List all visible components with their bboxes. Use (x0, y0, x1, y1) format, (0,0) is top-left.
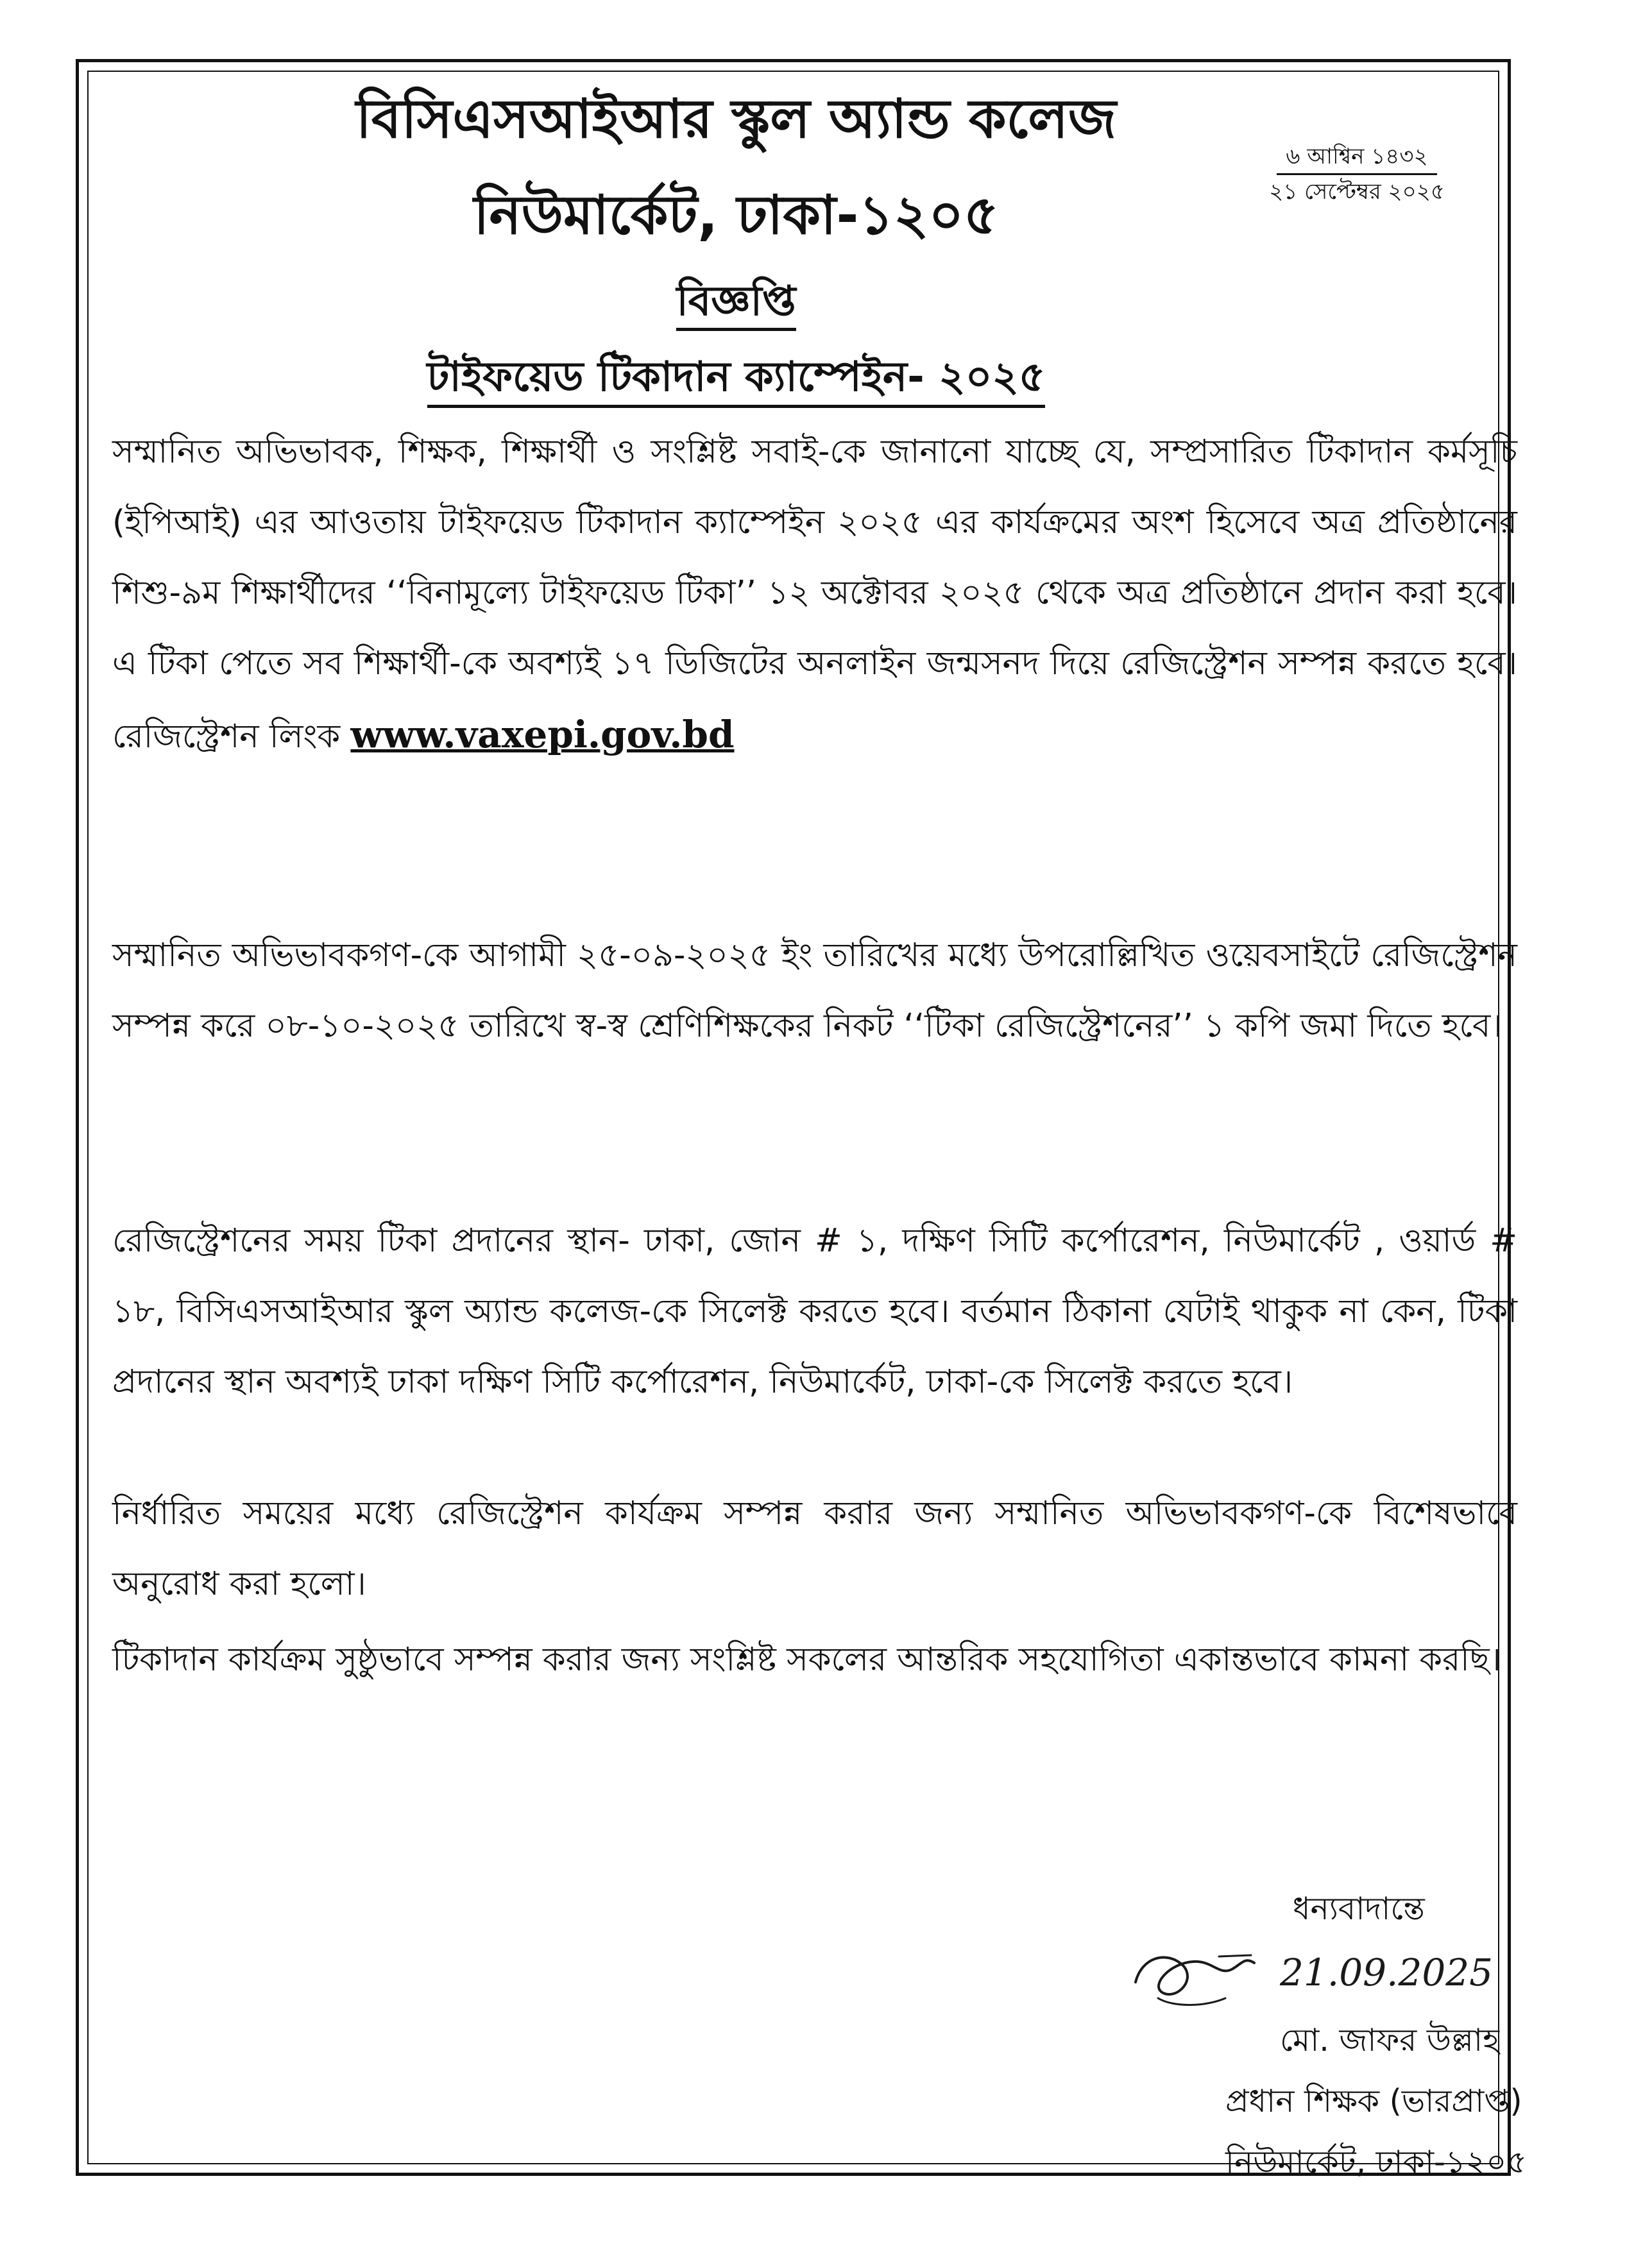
notice-title (112, 263, 1360, 340)
signature-date: 21.09.2025 (1280, 1951, 1494, 1994)
notice-title-text: বিজ্ঞপ্তি (676, 278, 796, 331)
school-address: নিউমার্কেট, ঢাকা-১২০৫ (473, 183, 999, 246)
paragraph-deadline: সম্মানিত অভিভাবকগণ-কে আগামী ২৫-০৯-২০২৫ ইং তারিখের মধ্যে উপরোল্লিখিত ওয়েবসাইটে রেজিস্ট্রেশন সম্পন্ন করে ০৮-১০-২০২৫ তারিখে স্ব-স্ব শ্রেণিশিক্ষকের নিকট ‘‘টিকা রেজিস্ট্রেশনের’’ ১ কপি জমা দিতে হবে। (112, 937, 1517, 1045)
registration-link[interactable]: www.vaxepi.gov.bd (350, 713, 735, 756)
school-name: বিসিএসআইআর স্কুল অ্যান্ড কলেজ (355, 87, 1117, 150)
date-english: ২১ সেপ্টেম্বর ২০২৫ (1269, 179, 1445, 205)
signatory-address: নিউমার্কেট, ঢাকা-১২০৫ (1225, 2144, 1528, 2180)
paragraph-cooperation: টিকাদান কার্যক্রম সুষ্ঠুভাবে সম্পন্ন করার জন্য সংশ্লিষ্ট সকলের আন্তরিক সহযোগিতা একান্তভাবে কামনা করছি। (112, 1641, 1501, 1679)
signatory-name: মো. জাফর উল্লাহ (1280, 2022, 1499, 2058)
date-bangla: ৬ আশ্বিন ১৪৩২ (1277, 140, 1436, 175)
signatory-designation: প্রধান শিক্ষক (ভারপ্রাপ্ত) (1225, 2083, 1522, 2119)
paragraph-location: রেজিস্ট্রেশনের সময় টিকা প্রদানের স্থান- ঢাকা, জোন # ১, দক্ষিণ সিটি কর্পোরেশন, নিউমার্কেট , ওয়ার্ড # ১৮, বিসিএসআইআর স্কুল অ্যান্ড কলেজ-কে সিলেক্ট করতে হবে। বর্তমান ঠিকানা যেটাই থাকুক না কেন, টিকা প্রদানের স্থান অবশ্যই ঢাকা দক্ষিণ সিটি কর্পোরেশন, নিউমার্কেট, ঢাকা-কে সিলেক্ট করতে হবে। (112, 1222, 1517, 1401)
signature-closing: ধন্যবাদান্তে (1293, 1890, 1425, 1927)
paragraph-intro-text: সম্মানিত অভিভাবক, শিক্ষক, শিক্ষার্থী ও সংশ্লিষ্ট সবাই-কে জানানো যাচ্ছে যে, সম্প্রসারিত টিকাদান কর্মসূচি (ইপিআই) এর আওতায় টাইফয়েড টিকাদান ক্যাম্পেইন ২০২৫ এর কার্যক্রমের অংশ হিসেবে অত্র প্রতিষ্ঠানের শিশু-৯ম শিক্ষার্থীদের ‘‘বিনামূল্যে টাইফয়েড টিকা’’ ১২ অক্টোবর ২০২৫ থেকে অত্র প্রতিষ্ঠানে প্রদান করা হবে। এ টিকা পেতে সব শিক্ষার্থী-কে অবশ্যই ১৭ ডিজিটের অনলাইন জন্মসনদ দিয়ে রেজিস্ট্রেশন সম্পন্ন করতে হবে। রেজিস্ট্রেশন লিংক (112, 433, 1517, 756)
notice-date (1235, 140, 1479, 208)
campaign-title (112, 332, 1360, 422)
paragraph-intro (112, 417, 1517, 772)
paragraph-request: নির্ধারিত সময়ের মধ্যে রেজিস্ট্রেশন কার্যক্রম সম্পন্ন করার জন্য সম্মানিত অভিভাবকগণ-কে বিশেষভাবে অনুরোধ করা হলো। (112, 1495, 1517, 1603)
campaign-title-text: টাইফয়েড টিকাদান ক্যাম্পেইন- ২০২৫ (427, 353, 1046, 408)
